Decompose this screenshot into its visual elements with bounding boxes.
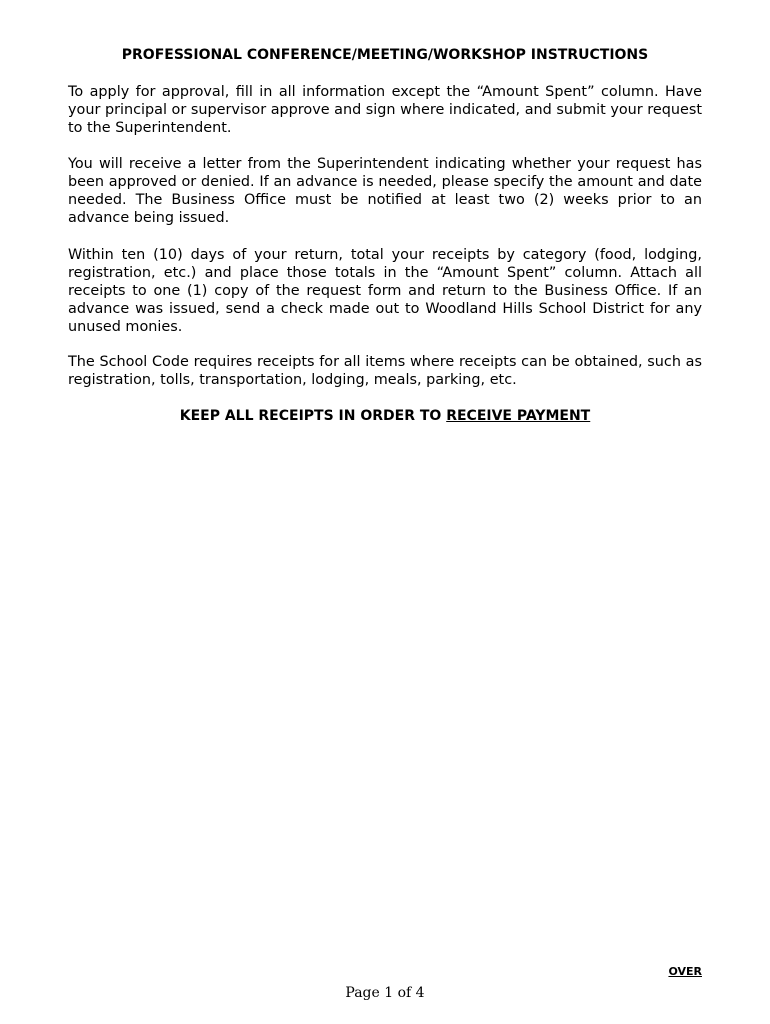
instruction-paragraph-letter: You will receive a letter from the Superintendent indicating whether your request has been approved or denied. If an advance is needed, please specify the amount and date needed. The Business Office must be notified at least two (2) weeks prior to an advance being issued. [68, 156, 702, 226]
instruction-paragraph-approval: To apply for approval, fill in all information except the “Amount Spent” column. Have your principal or supervisor approve and sign where indicated, and submit your request to the Superintendent. [68, 84, 702, 136]
receipts-notice-emphasis: RECEIVE PAYMENT [446, 408, 591, 424]
instruction-paragraph-receipts: Within ten (10) days of your return, total your receipts by category (food, lodging, registration, etc.) and place those totals in the “Amount Spent” column. Attach all receipts to one (1) copy of the request form and return to the Business Office. If an advance was issued, send a check made out to Woodland Hills School District for any unused monies. [68, 247, 702, 335]
receipts-notice-prefix: KEEP ALL RECEIPTS IN ORDER TO [179, 408, 447, 424]
document-title: PROFESSIONAL CONFERENCE/MEETING/WORKSHOP INSTRUCTIONS [121, 47, 649, 63]
instruction-paragraph-school-code: The School Code requires receipts for all items where receipts can be obtained, such as registration, tolls, transportation, lodging, meals, parking, etc. [68, 354, 702, 388]
over-label: OVER [668, 965, 702, 978]
receipts-notice [68, 407, 702, 425]
page-number: Page 1 of 4 [345, 985, 425, 1001]
